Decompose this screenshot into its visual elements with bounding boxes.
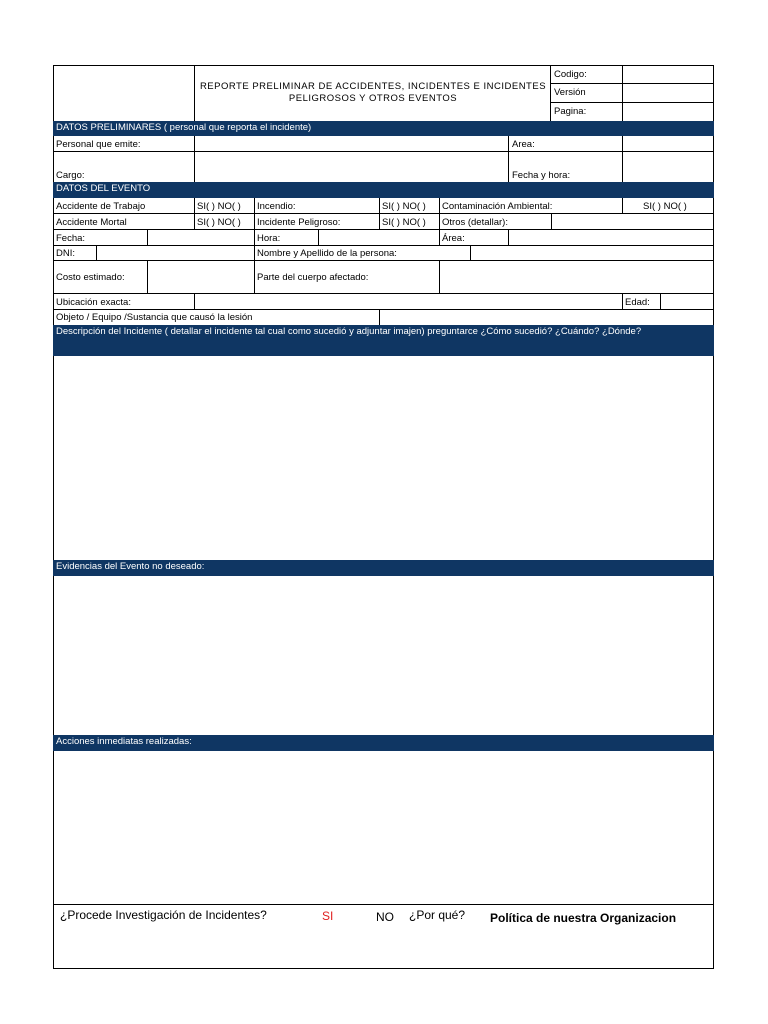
pagina-value-field[interactable]: [623, 103, 713, 121]
si-option[interactable]: SI: [322, 909, 334, 923]
incendio-label: Incendio:: [257, 201, 296, 212]
evidencias-textarea[interactable]: [54, 576, 713, 734]
accidente-mortal-si-no[interactable]: SI( ) NO( ): [197, 217, 241, 228]
divider: [194, 198, 195, 229]
section-band-evidencias: Evidencias del Evento no deseado:: [53, 560, 714, 576]
objeto-field[interactable]: [380, 310, 713, 325]
objeto-label: Objeto / Equipo /Sustancia que causó la lesión: [56, 312, 253, 323]
divider: [439, 198, 440, 229]
edad-label: Edad:: [625, 297, 650, 308]
divider: [439, 229, 440, 245]
hora-label: Hora:: [257, 233, 281, 244]
divider: [379, 198, 380, 229]
accidente-trabajo-si-no[interactable]: SI( ) NO( ): [197, 201, 241, 212]
hora-field[interactable]: [319, 230, 439, 245]
codigo-value-field[interactable]: [623, 66, 713, 83]
contaminacion-si-no[interactable]: SI( ) NO( ): [643, 201, 687, 212]
fecha-label: Fecha:: [56, 233, 86, 244]
accidente-trabajo-label: Accidente de Trabajo: [56, 201, 146, 212]
parte-cuerpo-label: Parte del cuerpo afectado:: [257, 272, 369, 283]
otros-label: Otros (detallar):: [442, 217, 508, 228]
dni-field[interactable]: [97, 246, 254, 260]
fecha-hora-field[interactable]: [623, 152, 713, 182]
divider: [622, 198, 623, 213]
nombre-label: Nombre y Apellido de la persona:: [257, 248, 397, 259]
version-value-field[interactable]: [623, 84, 713, 102]
ubicacion-field[interactable]: [195, 294, 622, 309]
otros-field[interactable]: [552, 214, 713, 229]
divider: [508, 136, 509, 182]
cargo-field[interactable]: [195, 152, 508, 182]
costo-label: Costo estimado:: [56, 272, 125, 283]
dni-label: DNI:: [56, 248, 75, 259]
costo-field[interactable]: [148, 261, 254, 293]
area-label: Area:: [512, 139, 535, 150]
acciones-textarea[interactable]: [54, 751, 713, 903]
divider: [622, 293, 623, 309]
version-label: Versión: [554, 87, 586, 98]
por-que-label: ¿Por qué?: [409, 908, 466, 922]
incendio-si-no[interactable]: SI( ) NO( ): [382, 201, 426, 212]
divider: [254, 198, 255, 261]
personal-field[interactable]: [195, 137, 508, 151]
section-band-datos-preliminares: DATOS PRELIMINARES ( personal que reporta el incidente): [53, 121, 714, 136]
area-field[interactable]: [623, 137, 713, 151]
cargo-label: Cargo:: [56, 170, 85, 181]
divider: [194, 65, 195, 121]
nombre-field[interactable]: [471, 246, 713, 260]
divider: [550, 65, 551, 121]
incidente-peligroso-si-no[interactable]: SI( ) NO( ): [382, 217, 426, 228]
incidente-peligroso-label: Incidente Peligroso:: [257, 217, 341, 228]
ubicacion-label: Ubicación exacta:: [56, 297, 131, 308]
descripcion-textarea[interactable]: [54, 356, 713, 559]
divider: [53, 904, 714, 905]
politica-text: Política de nuestra Organizacion: [490, 911, 677, 925]
parte-cuerpo-field[interactable]: [440, 261, 713, 293]
edad-field[interactable]: [661, 294, 713, 309]
no-option[interactable]: NO: [376, 910, 394, 924]
pagina-label: Pagina:: [554, 106, 587, 117]
procede-investigacion-question: ¿Procede Investigación de Incidentes?: [60, 908, 267, 922]
section-band-datos-evento: DATOS DEL EVENTO: [53, 182, 714, 198]
fecha-field[interactable]: [148, 230, 254, 245]
section-band-descripcion: Descripción del Incidente ( detallar el incidente tal cual como sucedió y adjuntar imajen) preguntarce ¿Cómo sucedió? ¿Cuándo? ¿Dónde?: [53, 325, 714, 356]
personal-label: Personal que emite:: [56, 139, 141, 150]
fecha-hora-label: Fecha y hora:: [512, 170, 571, 181]
accidente-mortal-label: Accidente Mortal: [56, 217, 127, 228]
report-title: REPORTE PRELIMINAR DE ACCIDENTES, INCIDENTES E INCIDENTES PELIGROSOS Y OTROS EVENTOS: [199, 81, 547, 104]
codigo-label: Codigo:: [554, 69, 587, 80]
contaminacion-label: Contaminación Ambiental:: [442, 201, 553, 212]
divider: [254, 260, 255, 293]
section-band-acciones: Acciones inmediatas realizadas:: [53, 735, 714, 751]
evento-area-field[interactable]: [509, 230, 713, 245]
evento-area-label: Área:: [442, 233, 465, 244]
